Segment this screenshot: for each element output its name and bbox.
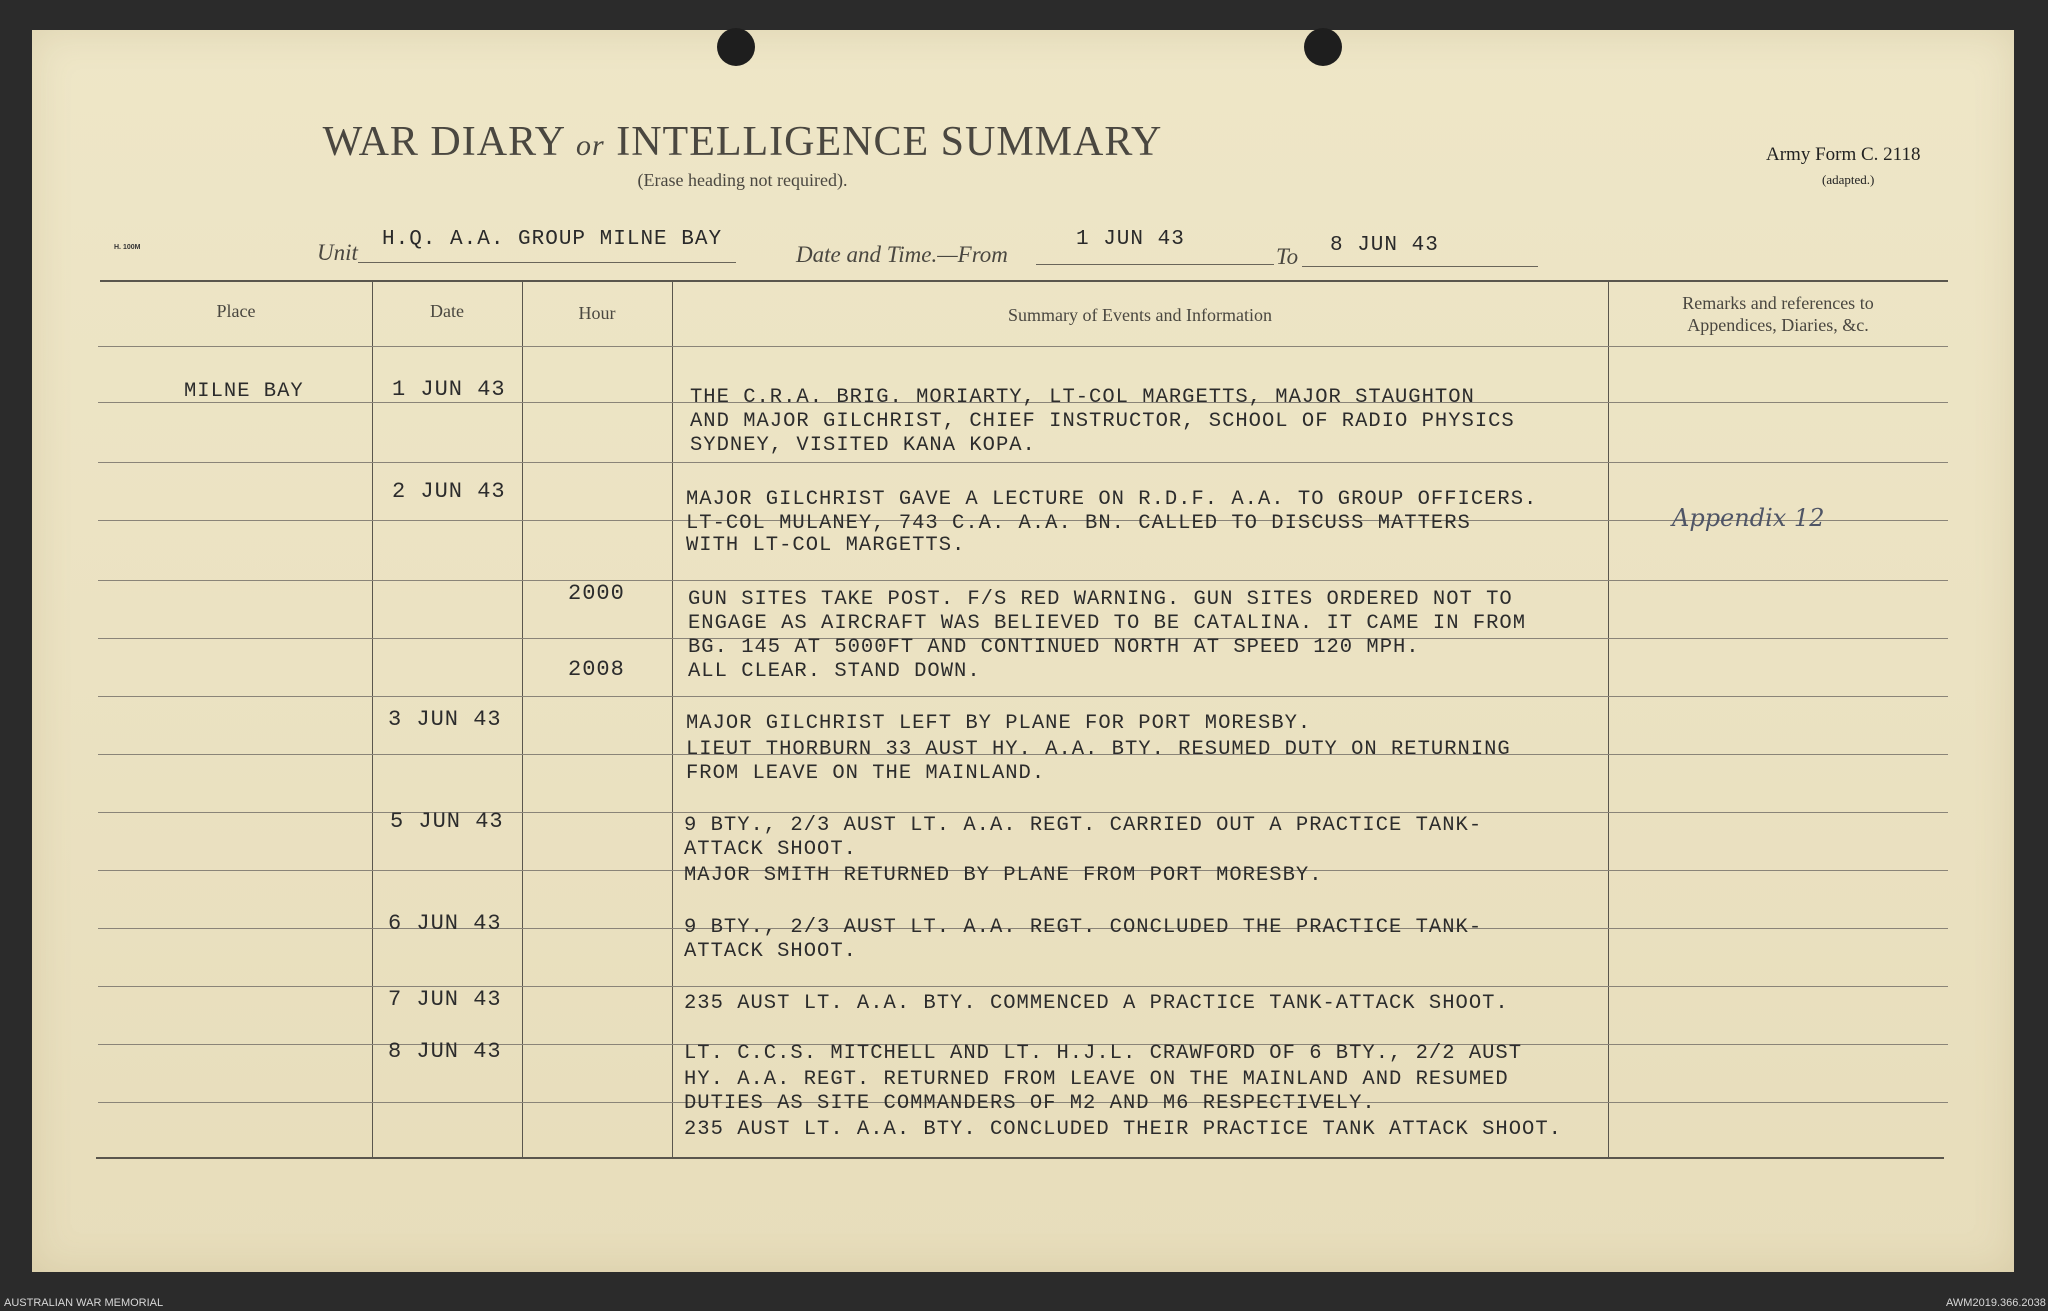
col-header-date: Date	[430, 301, 464, 321]
summary-line: MAJOR GILCHRIST LEFT BY PLANE FOR PORT MORESBY.	[686, 712, 1312, 735]
summary-line: AND MAJOR GILCHRIST, CHIEF INSTRUCTOR, SCHOOL OF RADIO PHYSICS	[690, 410, 1515, 433]
summary-line: DUTIES AS SITE COMMANDERS OF M2 AND M6 RESPECTIVELY.	[684, 1092, 1376, 1115]
title-or: or	[576, 129, 605, 162]
col-header-summary: Summary of Events and Information	[1008, 305, 1272, 325]
summary-line: ATTACK SHOOT.	[684, 940, 857, 963]
date-entry-8: 8 JUN 43	[388, 1039, 502, 1064]
summary-line: GUN SITES TAKE POST. F/S RED WARNING. GUN SITES ORDERED NOT TO	[688, 588, 1513, 611]
title-part2: INTELLIGENCE SUMMARY	[616, 119, 1163, 165]
row-rule	[98, 462, 1948, 463]
row-rule	[98, 346, 1948, 347]
summary-line: LT-COL MULANEY, 743 C.A. A.A. BN. CALLED TO DISCUSS MATTERS	[686, 512, 1471, 535]
summary-line: MAJOR GILCHRIST GAVE A LECTURE ON R.D.F. A.A. TO GROUP OFFICERS.	[686, 488, 1538, 511]
date-entry-5: 5 JUN 43	[390, 809, 504, 834]
summary-line: BG. 145 AT 5000FT AND CONTINUED NORTH AT SPEED 120 MPH.	[688, 636, 1420, 659]
divider-date-hour	[522, 281, 523, 1157]
row-rule	[98, 812, 1948, 813]
form-adapted: (adapted.)	[1822, 172, 1875, 187]
summary-line: LT. C.C.S. MITCHELL AND LT. H.J.L. CRAWFORD OF 6 BTY., 2/2 AUST	[684, 1042, 1523, 1065]
summary-line: MAJOR SMITH RETURNED BY PLANE FROM PORT MORESBY.	[684, 864, 1323, 887]
summary-line: ATTACK SHOOT.	[684, 838, 857, 861]
summary-line: 9 BTY., 2/3 AUST LT. A.A. REGT. CARRIED OUT A PRACTICE TANK-	[684, 814, 1483, 837]
summary-line: ALL CLEAR. STAND DOWN.	[688, 660, 981, 683]
remark-appendix: Appendix 12	[1672, 504, 1825, 532]
summary-line: WITH LT-COL MARGETTS.	[686, 534, 966, 557]
to-value: 8 JUN 43	[1330, 234, 1439, 257]
date-time-label: Date and Time.—From	[796, 242, 1008, 267]
to-underline	[1302, 266, 1538, 267]
col-header-remarks	[1608, 292, 1948, 336]
unit-underline	[358, 262, 736, 263]
summary-line: 235 AUST LT. A.A. BTY. COMMENCED A PRACTICE TANK-ATTACK SHOOT.	[684, 992, 1509, 1015]
date-entry-6: 6 JUN 43	[388, 911, 502, 936]
summary-line: LIEUT THORBURN 33 AUST HY. A.A. BTY. RESUMED DUTY ON RETURNING	[686, 738, 1511, 761]
footer-right: AWM2019.366.2038	[1946, 1297, 2046, 1309]
place-entry: MILNE BAY	[184, 380, 304, 403]
hour-entry-2008: 2008	[568, 657, 625, 682]
remarks-header-line1: Remarks and references to	[1682, 293, 1874, 313]
title-part1: WAR DIARY	[322, 119, 565, 165]
remarks-header-line2: Appendices, Diaries, &c.	[1687, 315, 1869, 335]
summary-line: SYDNEY, VISITED KANA KOPA.	[690, 434, 1036, 457]
date-entry-2: 2 JUN 43	[392, 479, 506, 504]
row-rule	[98, 986, 1948, 987]
summary-line: HY. A.A. REGT. RETURNED FROM LEAVE ON THE MAINLAND AND RESUMED	[684, 1068, 1509, 1091]
table-bottom-rule	[96, 1157, 1944, 1159]
date-entry-7: 7 JUN 43	[388, 987, 502, 1012]
footer-left: AUSTRALIAN WAR MEMORIAL	[4, 1297, 164, 1309]
summary-line: ENGAGE AS AIRCRAFT WAS BELIEVED TO BE CATALINA. IT CAME IN FROM	[688, 612, 1527, 635]
from-underline	[1036, 264, 1274, 265]
small-code: H. 100M	[114, 244, 141, 251]
summary-line: FROM LEAVE ON THE MAINLAND.	[686, 762, 1046, 785]
divider-summary-remarks	[1608, 281, 1609, 1157]
date-entry-1: 1 JUN 43	[392, 377, 506, 402]
summary-line: 235 AUST LT. A.A. BTY. CONCLUDED THEIR PRACTICE TANK ATTACK SHOOT.	[684, 1118, 1562, 1141]
summary-line: THE C.R.A. BRIG. MORIARTY, LT-COL MARGETTS, MAJOR STAUGHTON	[690, 386, 1475, 409]
punch-hole	[1304, 28, 1342, 66]
col-header-hour: Hour	[578, 303, 616, 323]
date-entry-3: 3 JUN 43	[388, 707, 502, 732]
form-reference: Army Form C. 2118	[1766, 144, 1921, 165]
unit-label: Unit	[317, 240, 358, 265]
to-label: To	[1276, 244, 1299, 269]
table-top-rule	[100, 280, 1948, 282]
summary-line: 9 BTY., 2/3 AUST LT. A.A. REGT. CONCLUDED THE PRACTICE TANK-	[684, 916, 1483, 939]
page-title	[0, 118, 1485, 166]
col-header-place: Place	[216, 301, 256, 321]
punch-hole	[717, 28, 755, 66]
hour-entry-2000: 2000	[568, 581, 625, 606]
row-rule	[98, 580, 1948, 581]
divider-place-date	[372, 281, 373, 1157]
unit-value: H.Q. A.A. GROUP MILNE BAY	[382, 228, 723, 251]
divider-hour-summary	[672, 281, 673, 1157]
from-value: 1 JUN 43	[1076, 228, 1185, 251]
row-rule	[98, 696, 1948, 697]
page-subtitle: (Erase heading not required).	[637, 170, 848, 190]
